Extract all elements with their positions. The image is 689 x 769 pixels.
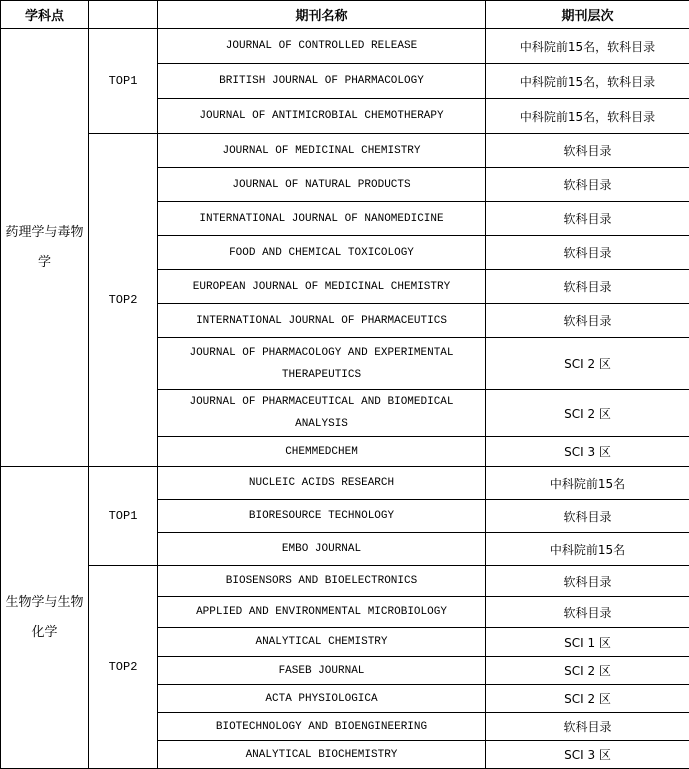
group-cell-top1: TOP1 [89,29,158,134]
column-header-group [89,1,158,29]
journal-name-cell: NUCLEIC ACIDS RESEARCH [158,467,486,500]
journal-tier-cell: SCI 2 区 [486,390,689,437]
journal-name-cell: ANALYTICAL BIOCHEMISTRY [158,741,486,769]
table-row [1,467,689,500]
group-cell-top1: TOP1 [89,467,158,566]
journal-tier-cell: 中科院前15名，软科目录 [486,29,689,64]
journal-name-cell: JOURNAL OF ANTIMICROBIAL CHEMOTHERAPY [158,99,486,134]
journal-tier-cell: SCI 2 区 [486,657,689,685]
journal-tier-cell: SCI 2 区 [486,685,689,713]
journal-name-cell: JOURNAL OF MEDICINAL CHEMISTRY [158,134,486,168]
journal-name-cell: EMBO JOURNAL [158,533,486,566]
journal-name-cell: BIORESOURCE TECHNOLOGY [158,500,486,533]
journal-tier-cell: 中科院前15名 [486,467,689,500]
journal-tier-cell: 中科院前15名，软科目录 [486,99,689,134]
journal-tier-cell: 软科目录 [486,270,689,304]
journal-name-cell: BIOTECHNOLOGY AND BIOENGINEERING [158,713,486,741]
journal-name-cell: ANALYTICAL CHEMISTRY [158,628,486,657]
column-header-subject: 学科点 [1,1,89,29]
table-header-row [1,1,689,29]
journal-name-cell: JOURNAL OF PHARMACEUTICAL AND BIOMEDICAL ANALYSIS [158,390,486,437]
journal-tier-cell: 软科目录 [486,134,689,168]
journal-tier-cell: SCI 3 区 [486,437,689,467]
group-cell-top2: TOP2 [89,134,158,467]
journal-tier-cell: SCI 1 区 [486,628,689,657]
journal-name-cell: BRITISH JOURNAL OF PHARMACOLOGY [158,64,486,99]
table-row [1,566,689,597]
journal-name-cell: FOOD AND CHEMICAL TOXICOLOGY [158,236,486,270]
journal-tier-cell: SCI 3 区 [486,741,689,769]
section-cell-pharmacology-toxicology: 药理学与毒物学 [1,29,89,467]
journal-tier-cell: 软科目录 [486,168,689,202]
journal-name-cell: JOURNAL OF CONTROLLED RELEASE [158,29,486,64]
column-header-journal: 期刊名称 [158,1,486,29]
journal-tier-cell: 软科目录 [486,500,689,533]
journal-name-cell: APPLIED AND ENVIRONMENTAL MICROBIOLOGY [158,597,486,628]
journal-tier-cell: 中科院前15名，软科目录 [486,64,689,99]
section-cell-biology-biochemistry: 生物学与生物化学 [1,467,89,769]
table-row [1,134,689,168]
journal-tier-cell: 软科目录 [486,597,689,628]
journal-tier-cell: 软科目录 [486,236,689,270]
journal-tier-cell: 软科目录 [486,202,689,236]
journal-name-cell: EUROPEAN JOURNAL OF MEDICINAL CHEMISTRY [158,270,486,304]
journal-tier-cell: 软科目录 [486,304,689,338]
journal-name-cell: ACTA PHYSIOLOGICA [158,685,486,713]
journal-name-cell: INTERNATIONAL JOURNAL OF NANOMEDICINE [158,202,486,236]
journal-name-cell: FASEB JOURNAL [158,657,486,685]
journal-tier-cell: 中科院前15名 [486,533,689,566]
journal-name-cell: JOURNAL OF PHARMACOLOGY AND EXPERIMENTAL THERAPEUTICS [158,338,486,390]
journal-name-cell: BIOSENSORS AND BIOELECTRONICS [158,566,486,597]
table-row [1,29,689,64]
column-header-tier: 期刊层次 [486,1,689,29]
journal-name-cell: CHEMMEDCHEM [158,437,486,467]
journal-tier-cell: SCI 2 区 [486,338,689,390]
journal-tier-cell: 软科目录 [486,566,689,597]
journal-name-cell: JOURNAL OF NATURAL PRODUCTS [158,168,486,202]
group-cell-top2: TOP2 [89,566,158,769]
journal-name-cell: INTERNATIONAL JOURNAL OF PHARMACEUTICS [158,304,486,338]
journal-tier-cell: 软科目录 [486,713,689,741]
